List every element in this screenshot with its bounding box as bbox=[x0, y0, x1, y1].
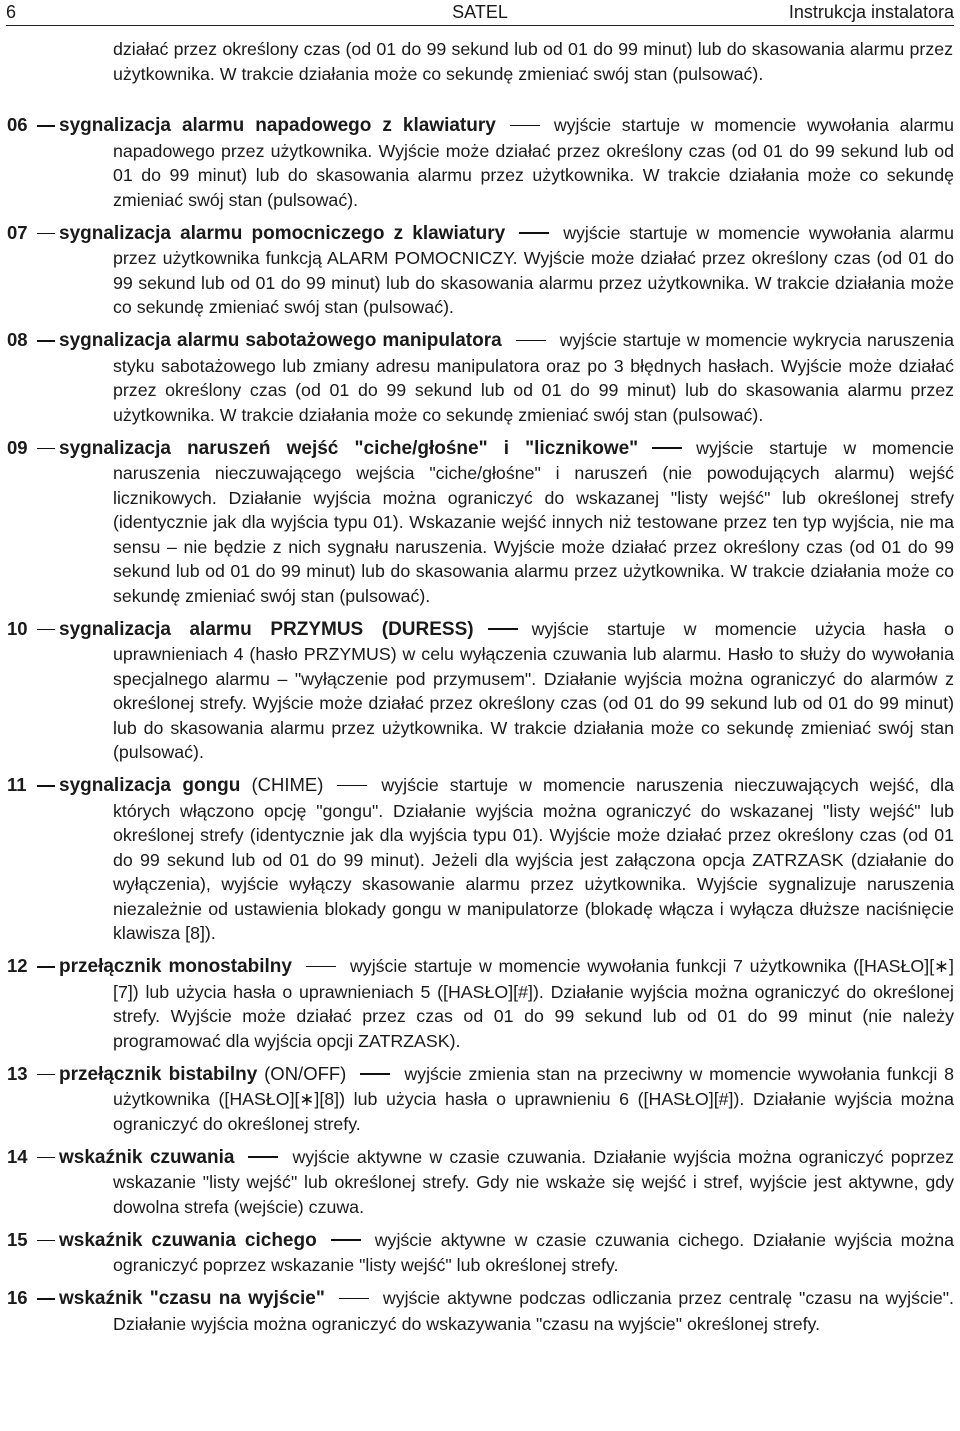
item-dash bbox=[37, 448, 55, 450]
document-title: Instrukcja instalatora bbox=[788, 2, 954, 22]
item-description: wyjście startuje w momencie wywołania alarmu napadowego przez użytkownika. Wyjście może działać przez określony czas (od 01 do 99 sekund lub od 01 do 99 minut) lub do skasowania alarmu przez użytkownika. W trakcie działania może co sekundę zmieniać swój stan (pulsować). bbox=[113, 115, 955, 210]
brand-name: SATEL bbox=[452, 2, 508, 22]
item-title: sygnalizacja alarmu PRZYMUS (DURESS) bbox=[59, 618, 474, 640]
output-type-item bbox=[7, 1228, 954, 1278]
item-title: wskaźnik czuwania cichego bbox=[59, 1229, 317, 1251]
item-title: wskaźnik "czasu na wyjście" bbox=[59, 1288, 325, 1309]
item-dash bbox=[37, 1074, 55, 1076]
output-type-item bbox=[7, 1145, 954, 1220]
item-title: sygnalizacja alarmu pomocniczego z klawiatury bbox=[59, 222, 506, 244]
title-separator bbox=[360, 1073, 390, 1075]
output-type-item bbox=[7, 773, 954, 946]
item-paragraph bbox=[59, 1286, 954, 1336]
item-description: wyjście zmienia stan na przeciwny w momencie wywołania funkcji 8 użytkownika ([HASŁO][∗][8]) lub użycia hasła o uprawnieniu 6 ([HASŁO][#]). Działanie wyjścia można ograniczyć do określonej strefy. bbox=[113, 1063, 955, 1134]
title-separator bbox=[331, 1239, 361, 1241]
output-type-item bbox=[7, 436, 954, 609]
item-number: 10 bbox=[7, 617, 28, 639]
page-number: 6 bbox=[6, 2, 17, 22]
item-title-extra: (CHIME) bbox=[251, 774, 324, 795]
item-title: wskaźnik czuwania bbox=[59, 1146, 235, 1168]
item-title: sygnalizacja gongu bbox=[59, 775, 241, 796]
item-paragraph bbox=[59, 773, 954, 946]
item-dash bbox=[37, 1157, 55, 1159]
item-dash bbox=[37, 785, 55, 787]
item-number: 07 bbox=[7, 221, 28, 243]
output-type-item bbox=[7, 221, 954, 320]
item-paragraph bbox=[59, 221, 954, 320]
item-dash bbox=[37, 1298, 55, 1300]
output-type-item bbox=[7, 617, 954, 765]
item-description: wyjście startuje w momencie naruszenia nieczuwających wejść, dla których włączono opcję "gongu". Działanie wyjścia można ograniczyć do wskazanej "listy wejść" lub określonej strefy (identycznie jak dla wyjścia typu 01). Wyjście może działać przez określony czas (od 01 do 99 sekund lub od 01 do 99 minut). Jeżeli dla wyjścia jest załączona opcja ZATRZASK (działanie do wyłączenia), wyjście wyłączy skasowanie alarmu przez użytkownika. Wyjście sygnalizuje naruszenia niezależnie od ustawienia blokady gongu w manipulatorze (blokadę włącza i wyłącza dłuższe naciśnięcie klawisza [8]). bbox=[113, 775, 954, 943]
item-number: 11 bbox=[7, 774, 27, 795]
header-rule bbox=[6, 25, 954, 26]
item-dash bbox=[37, 629, 55, 631]
item-description: wyjście startuje w momencie naruszenia nieczuwającego wejścia "ciche/głośne" i naruszeń (nie powodujących alarmu) wejść licznikowych. Działanie wyjścia można ograniczyć do wskazanej "listy wejść" lub określonej strefy (identycznie jak dla wyjścia typu 01). Wskazanie wejść innych niż testowane przez ten typ wyjścia, nie ma sensu – nie będzie z nich sygnału naruszenia. Wyjście może działać przez określony czas (od 01 do 99 sekund lub od 01 do 99 minut) lub do skasowania alarmu przez użytkownika. W trakcie działania może co sekundę zmieniać swój stan (pulsować). bbox=[113, 437, 954, 606]
item-dash bbox=[37, 340, 55, 342]
output-type-item bbox=[7, 113, 954, 212]
item-paragraph bbox=[59, 617, 954, 765]
item-description: wyjście startuje w momencie wywołania alarmu przez użytkownika funkcją ALARM POMOCNICZY. Wyjście może działać przez określony czas (od 01 do 99 sekund lub od 01 do 99 minut) lub do skasowania alarmu przez użytkownika. W trakcie działania może co sekundę zmieniać swój stan (pulsować). bbox=[113, 222, 954, 317]
item-paragraph bbox=[59, 1145, 954, 1220]
item-description: wyjście startuje w momencie wykrycia naruszenia styku sabotażowego lub zmiany adresu manipulatora oraz po 3 błędnych hasłach. Wyjście może działać przez określony czas (od 01 do 99 sekund lub od 01 do 99 minut) lub do skasowania alarmu przez użytkownika. W trakcie działania może co sekundę zmieniać swój stan (pulsować). bbox=[113, 330, 954, 425]
item-title: sygnalizacja alarmu sabotażowego manipulatora bbox=[59, 330, 502, 351]
output-type-item bbox=[7, 1062, 954, 1137]
output-type-list bbox=[7, 113, 954, 1345]
item-description: wyjście aktywne w czasie czuwania cichego. Działanie wyjścia można ograniczyć poprzez wskazanie "listy wejść" lub określonej strefy. bbox=[113, 1229, 954, 1275]
page-header bbox=[6, 0, 954, 24]
continuation-paragraph: działać przez określony czas (od 01 do 99 sekund lub od 01 do 99 minut) lub do skasowania alarmu przez użytkownika. W trakcie działania może co sekundę zmieniać swój stan (pulsować). bbox=[113, 39, 953, 84]
item-paragraph bbox=[59, 328, 954, 427]
title-separator bbox=[488, 628, 518, 630]
title-separator bbox=[339, 1298, 369, 1300]
title-separator bbox=[510, 125, 540, 127]
title-separator bbox=[337, 785, 367, 787]
output-type-item bbox=[7, 954, 954, 1053]
item-description: wyjście startuje w momencie użycia hasła o uprawnieniach 4 (hasło PRZYMUS) w celu wyłączenia czuwania lub alarmu. Hasło to służy do wywołania specjalnego alarmu – "wyłączenie pod przymusem". Działanie wyjścia można ograniczyć do alarmów z określonej strefy. Wyjście może działać przez określony czas (od 01 do 99 sekund lub od 01 do 99 minut) lub do skasowania alarmu przez użytkownika. W trakcie działania może co sekundę zmieniać swój stan (pulsować). bbox=[113, 618, 954, 762]
item-title: przełącznik bistabilny bbox=[59, 1063, 258, 1085]
item-paragraph bbox=[59, 954, 954, 1053]
item-paragraph bbox=[59, 1228, 954, 1278]
item-dash bbox=[37, 1240, 55, 1242]
item-title: sygnalizacja alarmu napadowego z klawiatury bbox=[59, 115, 496, 136]
item-number: 15 bbox=[7, 1228, 28, 1250]
title-separator bbox=[248, 1156, 278, 1158]
title-separator bbox=[519, 232, 549, 234]
output-type-item bbox=[7, 328, 954, 427]
item-title-extra: (ON/OFF) bbox=[264, 1062, 347, 1084]
item-paragraph bbox=[59, 436, 954, 609]
output-type-item bbox=[7, 1286, 954, 1336]
item-number: 08 bbox=[7, 329, 28, 350]
item-description: wyjście startuje w momencie wywołania funkcji 7 użytkownika ([HASŁO][∗][7]) lub użycia hasła o uprawnieniach 5 ([HASŁO][#]). Działanie wyjścia można ograniczyć do określonej strefy. Wyjście może działać przez czas od 01 do 99 sekund lub od 01 do 99 minut (nie należy programować dla wyjścia opcji ZATRZASK). bbox=[113, 956, 954, 1051]
title-separator bbox=[652, 447, 682, 449]
title-separator bbox=[306, 966, 336, 968]
item-number: 13 bbox=[7, 1062, 28, 1084]
item-description: wyjście aktywne w czasie czuwania. Działanie wyjścia można ograniczyć poprzez wskazanie "listy wejść" lub określonej strefy. Gdy nie wskaże się wejść i stref, wyjście jest aktywne, gdy dowolna strefa (wejście) czuwa. bbox=[113, 1146, 954, 1217]
item-number: 12 bbox=[7, 955, 28, 976]
item-dash bbox=[37, 966, 55, 968]
item-description: wyjście aktywne podczas odliczania przez centralę "czasu na wyjście". Działanie wyjścia można ograniczyć do wskazywania "czasu na wyjście" określonej strefy. bbox=[113, 1288, 954, 1334]
item-number: 14 bbox=[7, 1145, 28, 1167]
item-title: przełącznik monostabilny bbox=[59, 956, 292, 977]
item-number: 09 bbox=[7, 436, 28, 458]
item-number: 16 bbox=[7, 1287, 28, 1308]
title-separator bbox=[516, 340, 546, 342]
item-number: 06 bbox=[7, 114, 28, 135]
item-paragraph bbox=[59, 1062, 955, 1137]
item-dash bbox=[37, 125, 55, 127]
item-title: sygnalizacja naruszeń wejść "ciche/głośne" i "licznikowe" bbox=[59, 437, 639, 459]
item-dash bbox=[37, 233, 55, 235]
item-paragraph bbox=[59, 113, 955, 212]
